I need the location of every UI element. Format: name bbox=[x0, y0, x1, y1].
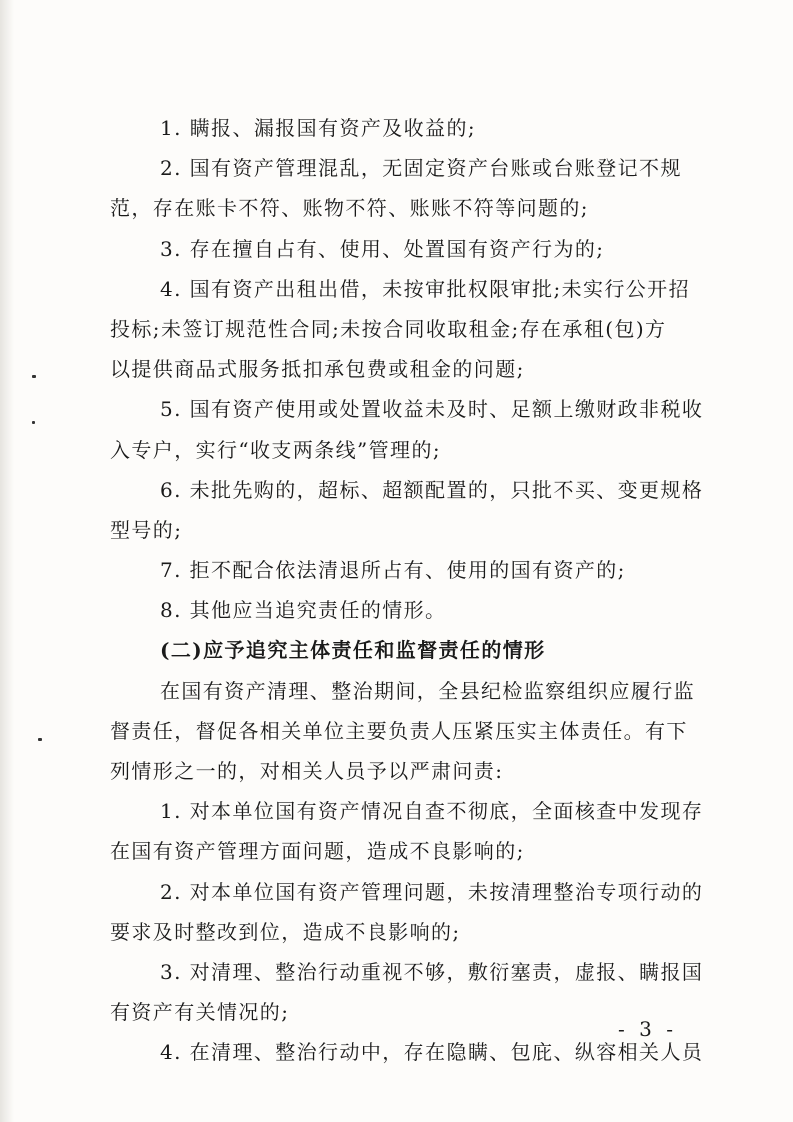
text-line: 以提供商品式服务抵扣承包费或租金的问题; bbox=[110, 357, 525, 382]
section-heading: (二)应予追究主体责任和监督责任的情形 bbox=[160, 638, 546, 663]
text-line: 有资产有关情况的; bbox=[110, 1000, 290, 1025]
text-line: 1. 瞒报、漏报国有资产及收益的; bbox=[160, 116, 476, 140]
text-line: 要求及时整改到位，造成不良影响的; bbox=[110, 919, 461, 944]
text-line: 型号的; bbox=[110, 517, 183, 542]
scan-speck bbox=[32, 375, 36, 378]
text-line: 列情形之一的，对相关人员予以严肃问责: bbox=[110, 759, 504, 783]
page-number: - 3 - bbox=[618, 1017, 677, 1041]
text-line: 在国有资产清理、整治期间，全县纪检监察组织应履行监 bbox=[160, 678, 695, 703]
text-line: 5. 国有资产使用或处置收益未及时、足额上缴财政非税收 bbox=[160, 397, 704, 422]
text-line: 入专户，实行“收支两条线”管理的; bbox=[110, 437, 441, 462]
text-line: 范，存在账卡不符、账物不符、账账不符等问题的; bbox=[110, 196, 589, 221]
scan-speck bbox=[38, 738, 42, 741]
text-line: 1. 对本单位国有资产情况自查不彻底，全面核查中发现存 bbox=[160, 799, 704, 824]
text-line: 督责任，督促各相关单位主要负责人压紧压实主体责任。有下 bbox=[110, 718, 688, 743]
text-line: 7. 拒不配合依法清退所占有、使用的国有资产的; bbox=[160, 558, 626, 583]
text-line: 4. 在清理、整治行动中，存在隐瞒、包庇、纵容相关人员 bbox=[160, 1040, 704, 1065]
text-line: 4. 国有资产出租出借，未按审批权限审批;未实行公开招 bbox=[160, 276, 690, 301]
text-line: 在国有资产管理方面问题，造成不良影响的; bbox=[110, 839, 525, 864]
text-line: 投标;未签订规范性合同;未按合同收取租金;存在承租(包)方 bbox=[110, 316, 667, 341]
text-line: 2. 对本单位国有资产管理问题，未按清理整治专项行动的 bbox=[160, 879, 704, 904]
text-line: 3. 对清理、整治行动重视不够，敷衍塞责，虚报、瞒报国 bbox=[160, 959, 704, 984]
scan-edge-shadow bbox=[0, 0, 14, 1122]
text-line: 3. 存在擅自占有、使用、处置国有资产行为的; bbox=[160, 236, 605, 261]
text-line: 6. 未批先购的，超标、超额配置的，只批不买、变更规格 bbox=[160, 477, 704, 502]
document-body bbox=[110, 108, 710, 1073]
scan-speck bbox=[32, 421, 35, 424]
text-line: 2. 国有资产管理混乱，无固定资产台账或台账登记不规 bbox=[160, 156, 682, 181]
text-line: 8. 其他应当追究责任的情形。 bbox=[160, 598, 447, 623]
